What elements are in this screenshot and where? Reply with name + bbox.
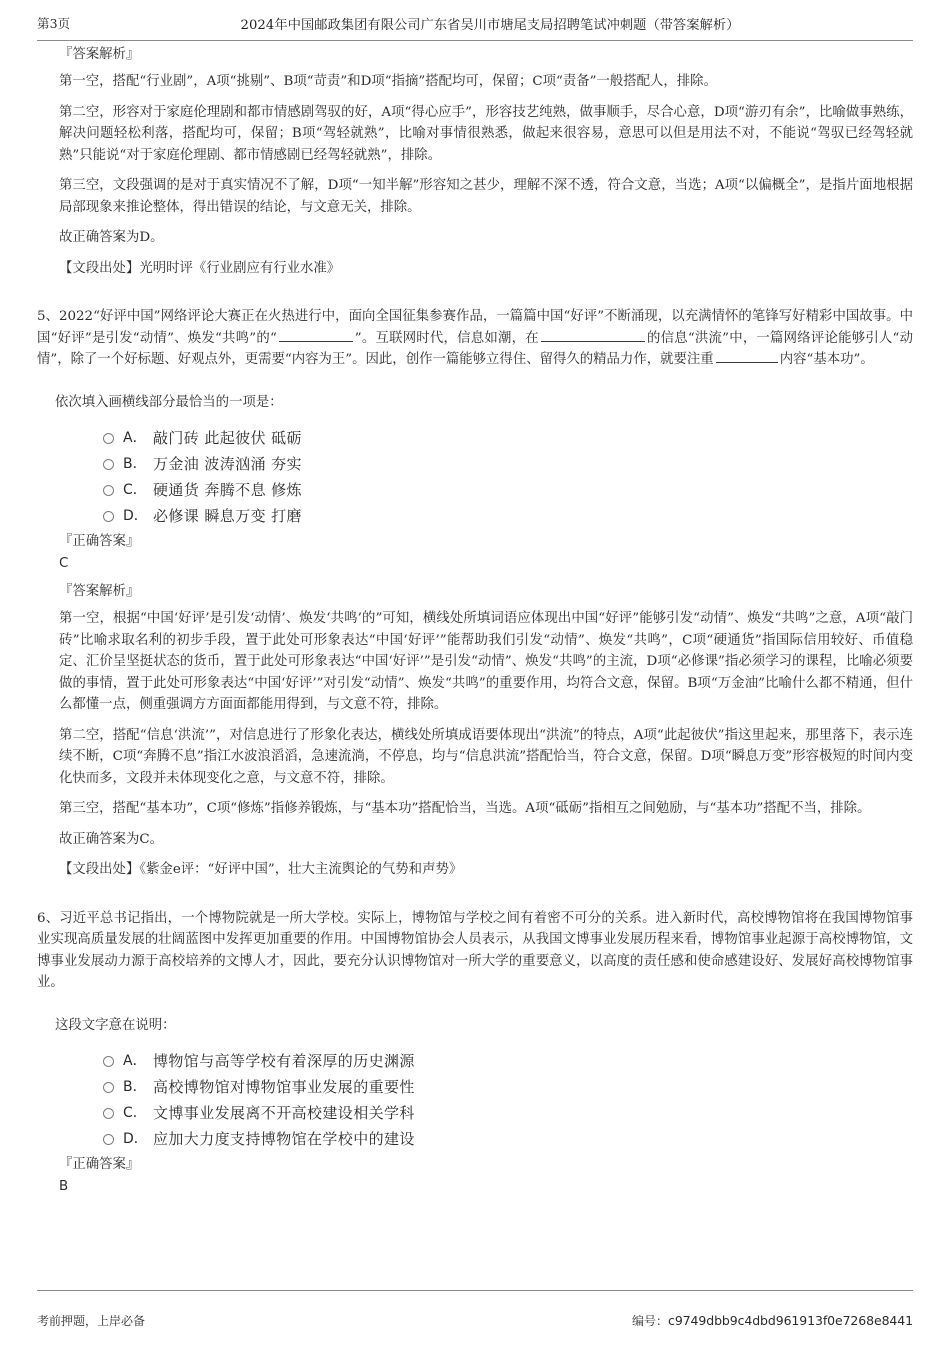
option-text: 高校博物馆对博物馆事业发展的重要性 bbox=[153, 1078, 415, 1096]
option-text: 应加大力度支持博物馆在学校中的建设 bbox=[153, 1130, 415, 1148]
spacer bbox=[37, 288, 913, 306]
footer-slogan: 考前押题，上岸必备 bbox=[37, 1314, 146, 1328]
radio-icon[interactable] bbox=[103, 1134, 114, 1145]
radio-icon[interactable] bbox=[103, 433, 114, 444]
option-letter: C． bbox=[123, 1105, 147, 1121]
q5-blank-1 bbox=[279, 328, 353, 342]
option-letter: B． bbox=[123, 1079, 147, 1095]
q6-stem: 6、习近平总书记指出，一个博物院就是一所大学校。实际上，博物馆与学校之间有着密不可分的关系。进入新时代，高校博物馆将在我国博物馆事业实现高质量发展的壮阔蓝图中发挥更加重要的作用。中国博物馆协会人员表示，从我国文博事业发展历程来看，博物馆事业起源于高校博物馆，文博事业发展动力源于高校培养的文博人才，因此，要充分认识博物馆对一所大学的重要意义，以高度的责任感和使命感建设好、发展好高校博物馆事业。 bbox=[37, 910, 913, 990]
q4-analysis-para-1: 第一空，搭配“行业剧”，A项“挑剔”、B项“苛责”和D项“指摘”搭配均可，保留；C项“责备”一般搭配人，排除。 bbox=[59, 74, 717, 89]
radio-icon[interactable] bbox=[103, 459, 114, 470]
option-letter: A． bbox=[123, 430, 147, 446]
page-content bbox=[37, 44, 913, 1285]
q6-options bbox=[37, 1048, 913, 1152]
option-letter: A． bbox=[123, 1053, 147, 1069]
radio-icon[interactable] bbox=[103, 1082, 114, 1093]
page-footer bbox=[37, 1290, 913, 1329]
q4-source: 【文段出处】光明时评《行业剧应有行业水准》 bbox=[59, 260, 341, 276]
radio-icon[interactable] bbox=[103, 511, 114, 522]
q5-answer-label: 『正确答案』 bbox=[59, 534, 140, 549]
spacer bbox=[37, 1003, 913, 1015]
option-letter: B． bbox=[123, 456, 147, 472]
footer-code bbox=[632, 1312, 913, 1329]
q5-analysis-para-3: 第三空，搭配“基本功”，C项“修炼”指修养锻炼，与“基本功”搭配恰当，当选。A项“砥砺”指相互之间勉励，与“基本功”搭配不当，排除。 bbox=[59, 801, 871, 816]
q5-option-c[interactable] bbox=[103, 477, 913, 503]
option-text: 必修课 瞬息万变 打磨 bbox=[153, 507, 302, 525]
q6-option-d[interactable] bbox=[103, 1126, 913, 1152]
radio-icon[interactable] bbox=[103, 485, 114, 496]
q5-stem-part-3: 的信息“洪流”中，一篇网络评论能够引人“动情”，除了一个好标题、好观点外，更需要“内容为王”。因此，创作一篇能够立得住、留得久的精品力作，就要注重 bbox=[37, 330, 913, 367]
page-header bbox=[37, 14, 913, 41]
q6-prompt: 这段文字意在说明： bbox=[55, 1017, 176, 1033]
q5-stem-part-1: 5、2022“好评中国”网络评论大赛正在火热进行中，面向全国征集参赛作品，一篇篇中国“好评”不断涌现，以充满情怀的笔锋写好精彩中国故事。中国“好评”是引发“动情”、焕发“共鸣”的“ bbox=[37, 309, 913, 346]
footer-code-value: c9749dbb9c4dbd961913f0e7268e8441 bbox=[668, 1313, 913, 1328]
q5-stem-part-4: 内容“基本功”。 bbox=[779, 352, 874, 367]
option-text: 硬通货 奔腾不息 修炼 bbox=[153, 481, 302, 499]
q5-blank-3 bbox=[716, 349, 778, 363]
q5-stem bbox=[37, 306, 913, 371]
q5-prompt: 依次填入画横线部分最恰当的一项是： bbox=[55, 394, 283, 410]
q4-analysis-para-3: 第三空，文段强调的是对于真实情况不了解，D项“一知半解”形容知之甚少，理解不深不透，符合文意，当选；A项“以偏概全”，是指片面地根据局部现象来推论整体，得出错误的结论，与文意无关，排除。 bbox=[59, 178, 913, 215]
q6-option-c[interactable] bbox=[103, 1100, 913, 1126]
q6-option-a[interactable] bbox=[103, 1048, 913, 1074]
q6-answer-label: 『正确答案』 bbox=[59, 1157, 140, 1172]
q5-analysis-heading: 『答案解析』 bbox=[59, 584, 140, 599]
q5-blank-2 bbox=[541, 328, 645, 342]
option-text: 博物馆与高等学校有着深厚的历史渊源 bbox=[153, 1052, 415, 1070]
q5-analysis-conclusion: 故正确答案为C。 bbox=[59, 831, 163, 847]
q5-source: 【文段出处】《紫金e评：“好评中国”，壮大主流舆论的气势和声势》 bbox=[59, 862, 463, 877]
option-text: 万金油 波涛汹涌 夯实 bbox=[153, 455, 302, 473]
page-number: 第3页 bbox=[37, 16, 71, 31]
q6-answer-value: B bbox=[59, 1179, 69, 1194]
q5-stem-part-2: ”。互联网时代，信息如潮，在 bbox=[354, 330, 539, 346]
q5-option-d[interactable] bbox=[103, 503, 913, 529]
q4-analysis-para-2: 第二空，形容对于家庭伦理剧和都市情感剧驾驭的好，A项“得心应手”，形容技艺纯熟，做事顺手，尽合心意，D项“游刃有余”，比喻做事熟练，解决问题轻松利落，搭配均可，保留；B项“驾轻就熟”，比喻对事情很熟悉，做起来很容易，意思可以但是用法不对，不能说“驾驭已经驾轻就熟”只能说“对于家庭伦理剧、都市情感剧已经驾轻就熟”，排除。 bbox=[59, 104, 913, 163]
spacer bbox=[37, 380, 913, 392]
q5-analysis-para-2: 第二空，搭配“信息‘洪流’”，对信息进行了形象化表达，横线处所填成语要体现出“洪流”的特点，A项“此起彼伏”指这里起来，那里落下，表示连续不断，C项“奔腾不息”指江水波浪滔滔，急速流淌，不停息，均与“信息洪流”搭配恰当，符合文意，保留。D项“瞬息万变”形容极短的时间内变化快而多，文段并未体现变化之意，与文意不符，排除。 bbox=[59, 727, 913, 786]
option-letter: D． bbox=[123, 508, 148, 524]
spacer bbox=[37, 890, 913, 908]
q5-option-a[interactable] bbox=[103, 425, 913, 451]
q6-option-b[interactable] bbox=[103, 1074, 913, 1100]
q4-analysis-conclusion: 故正确答案为D。 bbox=[59, 230, 164, 245]
q4-analysis-heading: 『答案解析』 bbox=[59, 47, 140, 62]
q5-analysis-para-1: 第一空，根据“中国‘好评’是引发‘动情’、焕发‘共鸣’的”可知，横线处所填词语应体现出中国“好评”能够引发“动情”、焕发“共鸣”之意，A项“敲门砖”比喻求取名利的初步手段，置于此处可形象表达“中国‘好评’”能帮助我们引发“动情”、焕发“共鸣”，C项“硬通货”指国际信用较好、币值稳定、汇价呈坚挺状态的货币，置于此处可形象表达“中国‘好评’”是引发“动情”、焕发“共鸣”的主流，D项“必修课”指必须学习的课程，比喻必须要做的事情，置于此处可形象表达“中国‘好评’”对引发“动情”、焕发“共鸣”的重要作用，均符合文意，保留。B项“万金油”比喻什么都不精通，但什么都懂一点，侧重强调方方面面都能用得到，与文意不符，排除。 bbox=[59, 611, 913, 712]
q5-answer-value: C bbox=[59, 556, 69, 571]
q5-options bbox=[37, 425, 913, 529]
option-letter: D． bbox=[123, 1131, 148, 1147]
option-text: 文博事业发展离不开高校建设相关学科 bbox=[153, 1104, 415, 1122]
q5-option-b[interactable] bbox=[103, 451, 913, 477]
option-letter: C． bbox=[123, 482, 147, 498]
document-title: 2024年中国邮政集团有限公司广东省吴川市塘尾支局招聘笔试冲刺题（带答案解析） bbox=[240, 18, 740, 33]
footer-code-label: 编号： bbox=[632, 1314, 669, 1328]
option-text: 敲门砖 此起彼伏 砥砺 bbox=[153, 429, 302, 447]
radio-icon[interactable] bbox=[103, 1108, 114, 1119]
radio-icon[interactable] bbox=[103, 1056, 114, 1067]
